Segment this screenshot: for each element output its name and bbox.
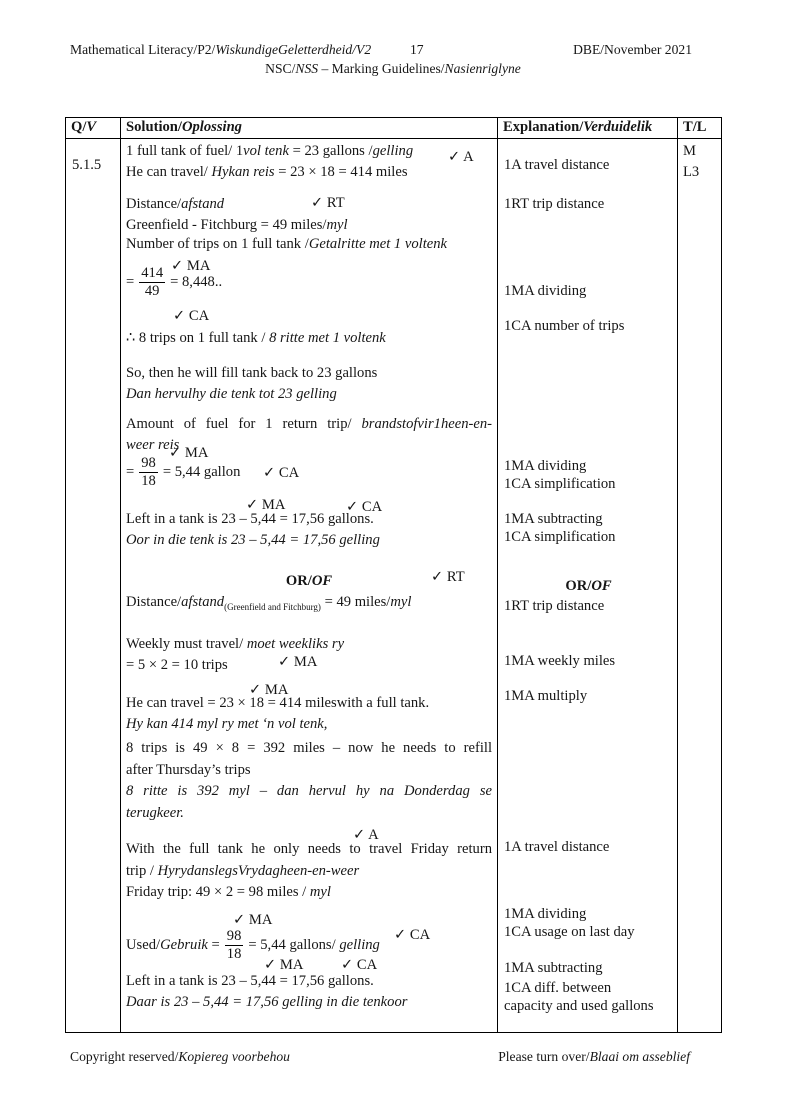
text-segment: Amount of fuel for 1 return trip/	[126, 416, 362, 432]
fraction-denominator: 18	[226, 946, 242, 962]
explanation-item	[504, 687, 673, 705]
table-header-row	[66, 118, 721, 139]
cell-question-number	[66, 139, 121, 1032]
text-segment: myl	[309, 884, 331, 900]
explanation-item	[504, 838, 673, 856]
taxonomy-code: L3	[683, 164, 700, 180]
text-segment: afstand	[181, 196, 225, 212]
col-header-solution	[121, 118, 498, 138]
text-segment: 1A travel distance	[504, 839, 610, 855]
text-segment: myl	[390, 594, 412, 610]
text-segment: 1MA dividing	[504, 458, 587, 474]
text-segment: 1CA number of trips	[504, 318, 625, 334]
col-header-explanation	[498, 118, 678, 138]
solution-line	[126, 531, 492, 550]
text-segment: Hykan reis	[211, 164, 275, 180]
text-segment: T/L	[683, 119, 707, 135]
solution-line	[126, 142, 492, 161]
fraction-result	[248, 937, 379, 954]
text-segment: 1CA simplification	[504, 529, 616, 545]
text-segment: 1A travel distance	[504, 157, 610, 173]
text-segment: Dan hervulhy die tenk tot 23 gelling	[126, 386, 337, 402]
text-segment: Please turn over/	[498, 1049, 590, 1064]
explanation-item	[504, 195, 673, 213]
text-segment: Verduidelik	[583, 119, 653, 135]
solution-line	[126, 364, 492, 383]
text-segment: 8 ritte is 392 myl – dan hervul hy na Donderdag se	[126, 783, 492, 799]
checkmark-annotation: ✓ CA	[346, 499, 383, 515]
explanation-item	[504, 282, 673, 300]
text-segment: moet weekliks ry	[246, 636, 345, 652]
text-segment: = 5,44 gallons/	[248, 937, 340, 953]
text-segment: NSS	[295, 61, 319, 76]
text-segment: afstand	[181, 594, 225, 610]
fraction-numerator: 98	[141, 455, 156, 471]
cell-taxonomy-level	[678, 139, 723, 1032]
table-body-row	[66, 139, 721, 1032]
fraction-denominator: 49	[144, 283, 160, 299]
solution-line	[126, 694, 492, 713]
text-segment: Kopiereg voorbehou	[178, 1049, 290, 1064]
checkmark-annotation: ✓ MA	[278, 654, 318, 670]
text-segment: 8 ritte met 1 voltenk	[269, 330, 386, 346]
text-segment: = 23 × 18 = 414 miles	[274, 164, 408, 180]
checkmark-annotation: ✓ MA	[171, 258, 211, 274]
explanation-item	[504, 959, 673, 977]
text-segment: Q/	[71, 119, 87, 135]
checkmark-annotation: ✓ MA	[246, 497, 286, 513]
fraction-result	[163, 464, 241, 481]
text-segment: Oplossing	[181, 119, 242, 135]
solution-line	[126, 804, 492, 823]
fraction-prefix	[126, 274, 134, 291]
text-segment: With the full tank he only needs to travel Friday return	[126, 841, 492, 857]
cell-solution	[121, 139, 498, 1032]
checkmark-annotation: ✓ A	[353, 827, 379, 843]
text-segment: 8 trips is 49 × 8 = 392 miles – now he needs to refill	[126, 740, 492, 756]
explanation-item	[504, 905, 673, 923]
text-segment: Number of trips on 1 full tank /	[126, 236, 309, 252]
text-segment: 1MA subtracting	[504, 960, 603, 976]
text-segment: Distance/	[126, 594, 182, 610]
text-segment: =	[207, 937, 220, 953]
text-segment: Hy kan 414 myl ry met ‘n vol tenk,	[126, 716, 328, 732]
text-segment: 1MA dividing	[504, 906, 587, 922]
fraction-prefix	[126, 937, 220, 954]
col-header-qv	[66, 118, 121, 138]
solution-line	[126, 715, 492, 734]
text-segment: 1CA simplification	[504, 476, 616, 492]
text-segment: weer reis	[126, 437, 180, 453]
text-segment: Mathematical Literacy/P2/	[70, 42, 216, 57]
checkmark-annotation: ✓ MA	[169, 445, 209, 461]
text-segment: – Marking Guidelines/	[318, 61, 445, 76]
text-segment: vol tenk	[243, 143, 289, 159]
text-segment: after Thursday’s trips	[126, 762, 251, 778]
doc-title	[70, 42, 371, 58]
solution-line	[126, 635, 492, 654]
text-segment: WiskundigeGeletterdheid/V2	[215, 42, 372, 57]
text-segment: 1RT trip distance	[504, 196, 605, 212]
checkmark-annotation: ✓ CA	[394, 927, 431, 943]
marking-table	[65, 117, 722, 1033]
text-segment: Friday trip: 49 × 2 = 98 miles /	[126, 884, 310, 900]
text-segment: 1CA diff. between	[504, 980, 612, 996]
text-segment: Nasienriglyne	[444, 61, 521, 76]
fraction	[139, 265, 165, 300]
explanation-item	[504, 528, 673, 546]
text-segment: Distance/	[126, 196, 182, 212]
doc-subtitle	[0, 61, 786, 77]
text-segment: gelling	[339, 937, 380, 953]
text-segment: V	[86, 119, 97, 135]
text-segment: Left in a tank is 23 – 5,44 = 17,56 gallons.	[126, 511, 374, 527]
text-segment: He can travel = 23 × 18 = 414 mileswith a full tank.	[126, 695, 430, 711]
explanation-item	[504, 597, 673, 615]
text-segment: = 8,448..	[170, 274, 223, 290]
text-segment: Left in a tank is 23 – 5,44 = 17,56 gallons.	[126, 973, 374, 989]
solution-line	[126, 216, 492, 235]
text-segment: Oor in die tenk is 23 – 5,44 = 17,56 gelling	[126, 532, 380, 548]
explanation-item	[504, 577, 673, 595]
checkmark-annotation: ✓ MA	[264, 957, 304, 973]
explanation-item	[504, 997, 673, 1015]
solution-line	[126, 840, 492, 859]
text-segment: = 5 × 2 = 10 trips	[126, 657, 228, 673]
solution-line	[126, 972, 492, 991]
text-segment: NSC/	[265, 61, 296, 76]
taxonomy-code: M	[683, 143, 696, 159]
fraction-numerator: 98	[226, 928, 242, 944]
text-segment: =	[126, 464, 135, 480]
copyright-note	[70, 1049, 290, 1065]
text-segment: OR/	[565, 578, 592, 594]
text-segment: Solution/	[126, 119, 182, 135]
question-number: 5.1.5	[72, 157, 102, 173]
text-segment: Getalritte met 1 voltenk	[308, 236, 448, 252]
solution-line	[126, 862, 492, 881]
text-segment: =	[126, 274, 135, 290]
text-segment: Blaai om asseblief	[589, 1049, 690, 1064]
explanation-item	[504, 652, 673, 670]
explanation-item	[504, 979, 673, 997]
turn-over-note	[498, 1049, 690, 1065]
page-number: 17	[410, 42, 424, 57]
fraction-denominator: 18	[141, 473, 156, 489]
solution-line	[126, 782, 492, 801]
text-segment: 1MA multiply	[504, 688, 588, 704]
text-segment: Weekly must travel/	[126, 636, 247, 652]
text-segment: OR/	[285, 573, 312, 589]
text-segment: He can travel/	[126, 164, 212, 180]
text-segment: myl	[326, 217, 348, 233]
explanation-item	[504, 156, 673, 174]
explanation-item	[504, 457, 673, 475]
text-segment: Daar is 23 – 5,44 = 17,56 gelling in die tenkoor	[126, 994, 408, 1010]
fraction	[225, 928, 244, 963]
solution-line	[126, 329, 492, 348]
solution-line	[126, 235, 492, 254]
text-segment: 1 full tank of fuel/ 1	[126, 143, 244, 159]
checkmark-annotation: ✓ CA	[263, 465, 300, 481]
fraction-numerator: 414	[141, 265, 164, 281]
text-segment: terugkeer.	[126, 805, 184, 821]
text-segment: OF	[311, 573, 333, 589]
checkmark-annotation: ✓ RT	[431, 569, 465, 585]
text-segment: brandstofvir1heen-en-	[361, 416, 492, 432]
text-segment: HyrydanslegsVrydagheen-en-weer	[157, 863, 360, 879]
text-segment: 1MA subtracting	[504, 511, 603, 527]
checkmark-annotation: ✓ CA	[341, 957, 378, 973]
text-segment: 1MA dividing	[504, 283, 587, 299]
solution-line	[126, 195, 492, 214]
text-segment: OF	[591, 578, 612, 594]
text-segment: 1CA usage on last day	[504, 924, 635, 940]
solution-line	[126, 510, 492, 529]
cell-explanation	[498, 139, 678, 1032]
text-segment: Explanation/	[503, 119, 584, 135]
text-segment: 1MA weekly miles	[504, 653, 616, 669]
text-segment: = 5,44 gallon	[162, 464, 241, 480]
doc-reference: DBE/November 2021	[573, 42, 692, 57]
text-segment: 1RT trip distance	[504, 598, 605, 614]
solution-line	[126, 993, 492, 1012]
checkmark-annotation: ✓ MA	[249, 682, 289, 698]
text-segment: = 49 miles/	[320, 594, 391, 610]
solution-line	[126, 593, 492, 617]
solution-line	[126, 883, 492, 902]
text-segment: Gebruik	[160, 937, 208, 953]
text-segment: Used/	[126, 937, 161, 953]
text-segment: (Greenfield and Fitchburg)	[224, 602, 321, 612]
solution-line	[126, 739, 492, 758]
fraction-result	[170, 274, 222, 291]
fraction-prefix	[126, 464, 134, 481]
text-segment: Copyright reserved/	[70, 1049, 179, 1064]
solution-line	[126, 415, 492, 434]
checkmark-annotation: ✓ MA	[233, 912, 273, 928]
fraction	[139, 455, 158, 490]
solution-line	[126, 385, 492, 404]
checkmark-annotation: ✓ CA	[173, 308, 210, 324]
explanation-item	[504, 510, 673, 528]
explanation-item	[504, 475, 673, 493]
col-header-tl	[678, 118, 723, 138]
solution-line	[126, 163, 492, 182]
explanation-item	[504, 923, 673, 941]
text-segment: So, then he will fill tank back to 23 gallons	[126, 365, 378, 381]
checkmark-annotation: ✓ RT	[311, 195, 345, 211]
checkmark-annotation: ✓ A	[448, 149, 474, 165]
text-segment: trip /	[126, 863, 158, 879]
text-segment: ∴ 8 trips on 1 full tank /	[126, 330, 270, 346]
text-segment: Greenfield - Fitchburg = 49 miles/	[126, 217, 327, 233]
text-segment: gelling	[372, 143, 414, 159]
text-segment: capacity and used gallons	[504, 998, 654, 1014]
explanation-item	[504, 317, 673, 335]
text-segment: = 23 gallons /	[288, 143, 373, 159]
solution-line	[126, 761, 492, 780]
